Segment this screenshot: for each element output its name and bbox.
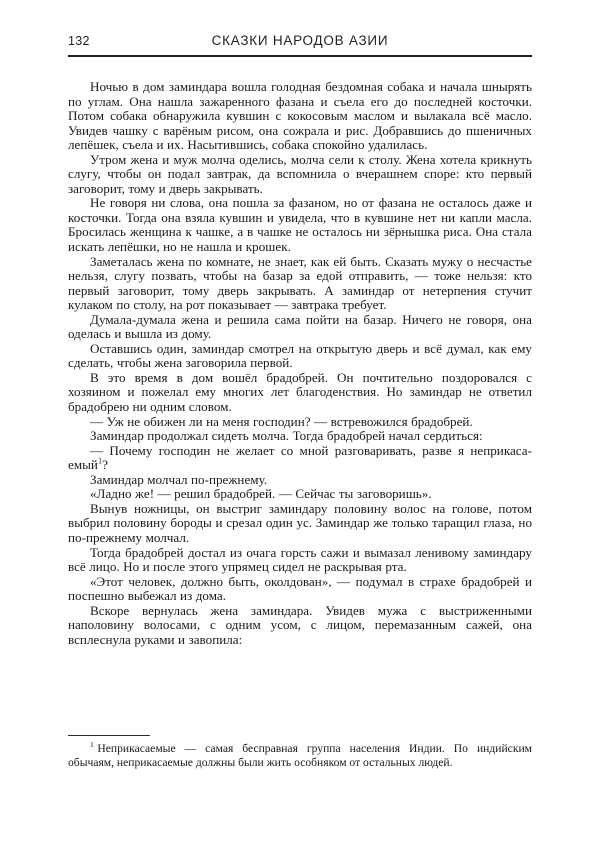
paragraph: Утром жена и муж молча оделись, молча сели к столу. Жена хотела крикнуть слугу, чтобы он подал завтрак, да вспомнила о вчерашнем споре: кто первый заговорит, тому и дверь закрывать. (68, 151, 532, 196)
body-text (68, 80, 532, 647)
dialogue-text-before-marker: — Почему господин не желает со мной разговаривать, разве я неприкаса (90, 442, 528, 458)
running-head (68, 33, 532, 53)
paragraph: Заминдар продолжал сидеть молча. Тогда брадобрей начал сердиться: (90, 428, 483, 444)
footnote-divider (68, 735, 150, 736)
paragraph: «Ладно же! — решил брадобрей. — Сейчас ты заговоришь». (90, 486, 432, 502)
paragraph: Заминдар молчал по-прежнему. (90, 471, 268, 487)
header-divider (68, 55, 532, 57)
paragraph: Тогда брадобрей достал из очага горсть сажи и вымазал ленивому заминдару всё лицо. Но и после этого упрямец сидел не раскрывая рта. (68, 544, 532, 575)
paragraph: В это время в дом вошёл брадобрей. Он почтительно поздоровался с хозяином и пожелал ему многих лет благоденствия. Но заминдар не ответил брадобрею ни одним словом. (68, 369, 532, 415)
paragraph: Думала-думала жена и решила сама пойти на базар. Ничего не говоря, она оделась и вышла из дому. (68, 311, 532, 342)
footnote-reference-marker[interactable]: 1 (97, 456, 103, 466)
paragraph: «Этот человек, должно быть, околдован», — подумал в страхе брадобрей и поспешно выбежал из дома. (68, 573, 532, 604)
footnote-body: Неприкасаемые — самая бесправная группа населения Индии. По индийским обычаям, неприкасаемые должны были жить особняком от остальных людей. (68, 742, 532, 769)
paragraph: Заметалась жена по комнате, не знает, как ей быть. Сказать мужу о несчастье нельзя, слугу позвать, чтобы на базар за едой отправить, — тоже нельзя: кто первый заговорит, тому дверь закрывать. А заминдар от нетерпения стучит кулаком по столу, на рот показывает — завтрака требует. (68, 253, 532, 313)
dialogue-line-with-footnote: — Почему господин не желает со мной разговаривать, разве я неприкаса-емый$^1$? (68, 442, 532, 473)
dialogue-text-after-marker: емый (68, 457, 98, 473)
dialogue-text-tail: ? (102, 457, 108, 473)
paragraph: Ночью в дом заминдара вошла голодная бездомная собака и начала шнырять по углам. Она нашла зажаренного фазана и съела его до последней косточки. Потом собака обнаружила кувшин с кокосовым маслом и вылакала всё масло. Увидев чашку с варёным рисом, она сожрала и рис. Добравшись до пшеничных лепёшек, съела и их. Насытившись, собака спокойно удалилась. (68, 79, 532, 153)
footnote-text (68, 742, 532, 769)
paragraph: Вскоре вернулась жена заминдара. Увидев мужа с выстриженными наполовину волосами, с одним усом, с лицом, перемазанным сажей, она всплеснула руками и завопила: (68, 602, 532, 647)
paragraph: Оставшись один, заминдар смотрел на открытую дверь и всё думал, как ему сделать, чтобы жена заговорила первой. (68, 340, 532, 371)
paragraph: Не говоря ни слова, она пошла за фазаном, но от фазана не осталось даже и косточки. Тогда она взяла кувшин и увидела, что в кувшине нет ни капли масла. Бросилась женщина к чашке, а в чашке не осталось ни зёрнышка риса. Она стала искать лепёшки, но не нашла и крошек. (68, 195, 532, 255)
running-title: СКАЗКИ НАРОДОВ АЗИИ (211, 33, 389, 48)
footnote-number: 1 (90, 740, 94, 750)
dialogue-line: — Уж не обижен ли на меня господин? — встревожился брадобрей. (90, 413, 473, 429)
footnote-block (68, 735, 532, 769)
paragraph: Вынув ножницы, он выстриг заминдару половину волос на голове, потом выбрил половину бороды и срезал один ус. Заминдар же только таращил глаза, но по-прежнему молчал. (68, 500, 532, 545)
page-number: 132 (68, 34, 90, 48)
